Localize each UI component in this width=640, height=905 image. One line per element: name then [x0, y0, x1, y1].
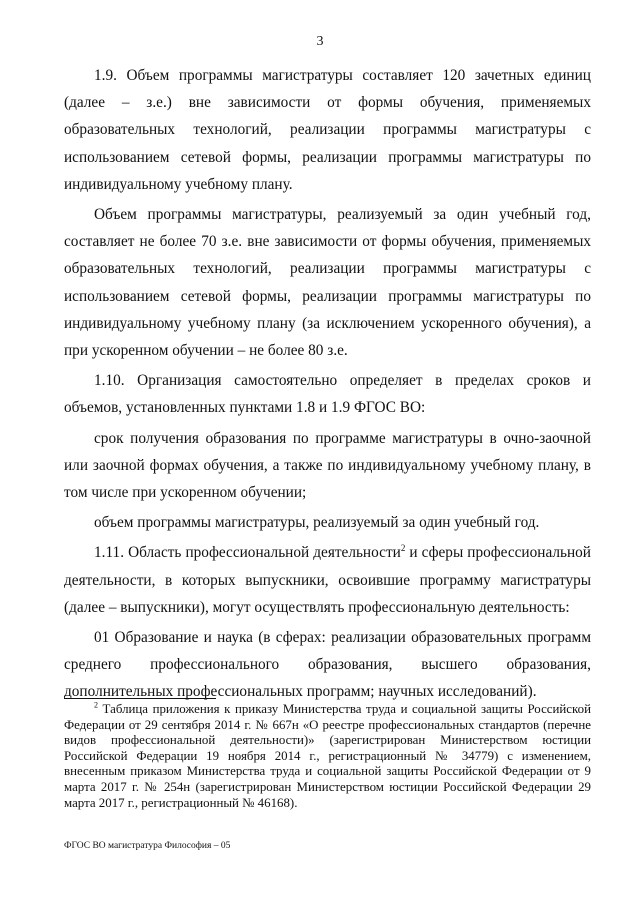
paragraph-1-11 — [64, 539, 591, 621]
footnote-number: 2 — [94, 700, 98, 710]
footnote-separator — [64, 698, 216, 699]
body-text — [64, 62, 591, 706]
paragraph-1-10: 1.10. Организация самостоятельно определяет в пределах сроков и объемов, установленных пунктами 1.8 и 1.9 ФГОС ВО: — [64, 372, 591, 417]
footnote-2 — [64, 702, 591, 811]
paragraph-1-9: 1.9. Объем программы магистратуры составляет 120 зачетных единиц (далее – з.е.) вне зависимости от формы обучения, применяемых образовательных технологий, реализации программы магистратуры с использованием сетевой формы, реализации программы магистратуры по индивидуальному учебному плану. — [64, 67, 591, 193]
footnote-reference[interactable]: 2 — [400, 543, 406, 554]
paragraph-1-10-volume: объем программы магистратуры, реализуемый за один учебный год. — [94, 514, 540, 532]
page-footer: ФГОС ВО магистратура Философия – 05 — [64, 841, 231, 851]
page-number: 3 — [316, 34, 324, 49]
paragraph-01-education: 01 Образование и наука (в сферах: реализации образовательных программ среднего профессионального образования, высшего образования, дополнительных профессиональных программ; научных исследований). — [64, 629, 591, 701]
paragraph-1-11-end: и сферы профессиональной деятельности, в которых выпускники, освоившие программу магистратуры (далее – выпускники), могут осуществлять профессиональную деятельность: — [64, 544, 591, 616]
paragraph-1-9-annual-volume: Объем программы магистратуры, реализуемый за один учебный год, составляет не более 70 з.е. вне зависимости от формы обучения, применяемых образовательных технологий, реализации программы магистратуры с использованием сетевой формы, реализации программы магистратуры по индивидуальному учебному плану (за исключением ускоренного обучения), а при ускоренном обучении – не более 80 з.е. — [64, 206, 591, 360]
paragraph-1-11-start: 1.11. Область профессиональной деятельности — [94, 544, 401, 562]
paragraph-1-10-term: срок получения образования по программе магистратуры в очно-заочной или заочной формах обучения, а также по индивидуальному учебному плану, в том числе при ускоренном обучении; — [64, 429, 591, 502]
footnote-text: Таблица приложения к приказу Министерства труда и социальной защиты Российской Федерации от 29 сентября 2014 г. № 667н «О реестре профессиональных стандартов (перечне видов профессиональной деятельности)» (зарегистрирован Министерством юстиции Российской Федерации 19 ноября 2014 г., регистрационный № 34779) с изменением, внесенным приказом Министерства труда и социальной защиты Российской Федерации от 9 марта 2017 г. № 254н (зарегистрирован Министерством юстиции Российской Федерации 29 марта 2017 г., регистрационный № 46168). — [64, 702, 591, 810]
